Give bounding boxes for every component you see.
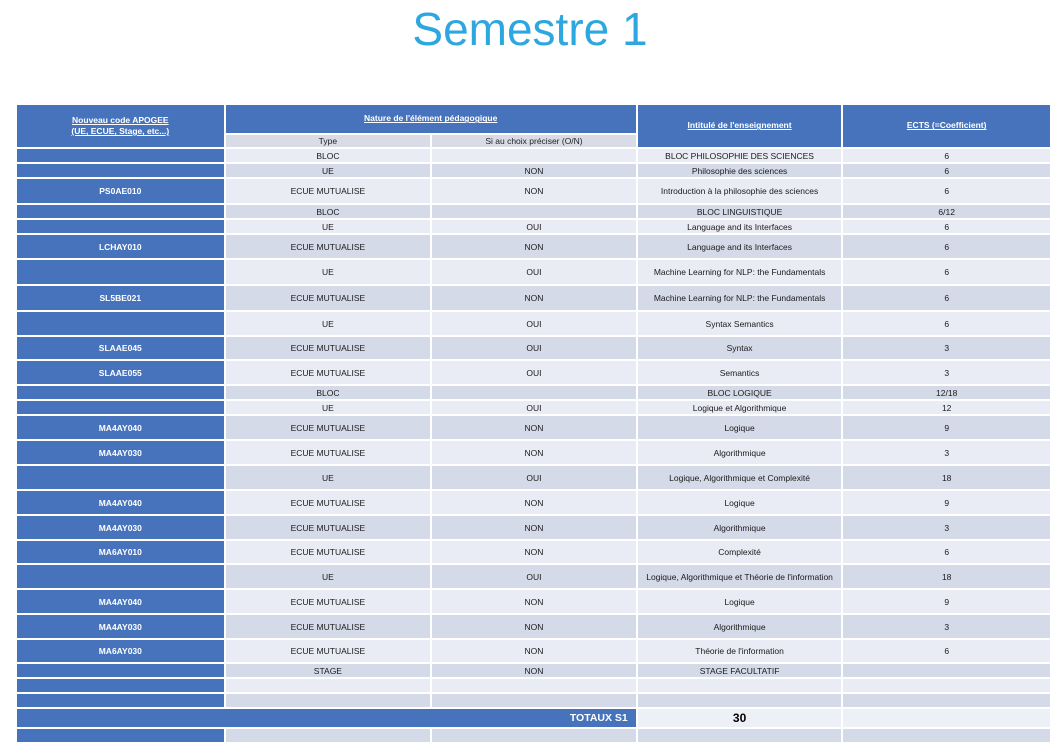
cell-ects <box>843 729 1050 742</box>
table-row <box>17 679 1050 692</box>
cell-ects: 3 <box>843 337 1050 359</box>
cell-intitule: Algorithmique <box>638 441 842 464</box>
cell-choix: NON <box>432 541 636 563</box>
cell-code <box>17 386 224 399</box>
cell-ects: 3 <box>843 361 1050 384</box>
header-row <box>17 105 1050 133</box>
table-row <box>17 164 1050 177</box>
cell-intitule: Algorithmique <box>638 615 842 638</box>
cell-ects: 6 <box>843 235 1050 258</box>
cell-code <box>17 565 224 588</box>
cell-intitule: Philosophie des sciences <box>638 164 842 177</box>
cell-code <box>17 401 224 414</box>
col-header-nature: Nature de l'élément pédagogique <box>226 105 636 133</box>
cell-type: UE <box>226 401 431 414</box>
cell-type <box>226 694 431 707</box>
cell-intitule: Introduction à la philosophie des sciences <box>638 179 842 203</box>
cell-ects: 6 <box>843 312 1050 335</box>
cell-code: MA4AY040 <box>17 590 224 613</box>
cell-intitule: Complexité <box>638 541 842 563</box>
semester-table <box>15 103 1052 744</box>
cell-code: SL5BE021 <box>17 286 224 310</box>
cell-choix: NON <box>432 286 636 310</box>
cell-type: ECUE MUTUALISE <box>226 361 431 384</box>
cell-intitule: Machine Learning for NLP: the Fundamentals <box>638 260 842 284</box>
cell-ects: 9 <box>843 590 1050 613</box>
cell-code: MA4AY040 <box>17 416 224 439</box>
col-header-code <box>17 105 224 147</box>
table-row <box>17 516 1050 539</box>
cell-code <box>17 694 224 707</box>
cell-code: MA6AY010 <box>17 541 224 563</box>
cell-intitule: Logique <box>638 416 842 439</box>
cell-ects: 6 <box>843 260 1050 284</box>
table-row <box>17 260 1050 284</box>
col-header-intitule: Intitulé de l'enseignement <box>638 105 842 147</box>
cell-ects <box>843 694 1050 707</box>
cell-ects: 6 <box>843 149 1050 162</box>
cell-choix: NON <box>432 590 636 613</box>
table-row <box>17 541 1050 563</box>
table-row <box>17 235 1050 258</box>
cell-ects: 6 <box>843 220 1050 233</box>
table-row <box>17 466 1050 489</box>
cell-ects: 9 <box>843 416 1050 439</box>
cell-type: UE <box>226 312 431 335</box>
cell-choix: NON <box>432 615 636 638</box>
cell-code <box>17 260 224 284</box>
cell-code: LCHAY010 <box>17 235 224 258</box>
cell-type <box>226 679 431 692</box>
cell-choix: OUI <box>432 401 636 414</box>
cell-ects: 6 <box>843 286 1050 310</box>
table-row <box>17 729 1050 742</box>
cell-type: UE <box>226 164 431 177</box>
cell-type: BLOC <box>226 205 431 218</box>
cell-type: ECUE MUTUALISE <box>226 640 431 662</box>
cell-code: SLAAE045 <box>17 337 224 359</box>
cell-ects: 6 <box>843 164 1050 177</box>
table-row <box>17 179 1050 203</box>
cell-type: UE <box>226 466 431 489</box>
table-row <box>17 640 1050 662</box>
cell-type: ECUE MUTUALISE <box>226 235 431 258</box>
cell-type: ECUE MUTUALISE <box>226 541 431 563</box>
cell-intitule: BLOC PHILOSOPHIE DES SCIENCES <box>638 149 842 162</box>
cell-code <box>17 664 224 677</box>
table-row <box>17 491 1050 514</box>
cell-choix: NON <box>432 640 636 662</box>
cell-code <box>17 149 224 162</box>
cell-ects <box>843 709 1050 727</box>
table-row <box>17 149 1050 162</box>
cell-type: ECUE MUTUALISE <box>226 337 431 359</box>
cell-intitule <box>638 729 842 742</box>
cell-choix: OUI <box>432 361 636 384</box>
cell-type: ECUE MUTUALISE <box>226 179 431 203</box>
cell-intitule: Logique <box>638 491 842 514</box>
table-row <box>17 565 1050 588</box>
table-row <box>17 664 1050 677</box>
cell-code: MA4AY030 <box>17 441 224 464</box>
cell-intitule: Syntax Semantics <box>638 312 842 335</box>
cell-type: ECUE MUTUALISE <box>226 286 431 310</box>
cell-code: MA4AY040 <box>17 491 224 514</box>
cell-choix <box>432 205 636 218</box>
cell-intitule: Logique et Algorithmique <box>638 401 842 414</box>
table-row <box>17 441 1050 464</box>
cell-type <box>226 729 431 742</box>
cell-type: BLOC <box>226 386 431 399</box>
cell-type: STAGE <box>226 664 431 677</box>
table-row <box>17 312 1050 335</box>
table-row <box>17 615 1050 638</box>
cell-intitule: Algorithmique <box>638 516 842 539</box>
cell-choix <box>432 729 636 742</box>
cell-choix <box>432 679 636 692</box>
cell-choix <box>432 386 636 399</box>
cell-intitule: STAGE FACULTATIF <box>638 664 842 677</box>
cell-code <box>17 164 224 177</box>
cell-type: UE <box>226 260 431 284</box>
cell-type: UE <box>226 220 431 233</box>
table-row <box>17 590 1050 613</box>
cell-code: MA6AY030 <box>17 640 224 662</box>
cell-choix: OUI <box>432 466 636 489</box>
table-row <box>17 416 1050 439</box>
cell-code: MA4AY030 <box>17 516 224 539</box>
cell-intitule: Logique, Algorithmique et Théorie de l'information <box>638 565 842 588</box>
cell-type: BLOC <box>226 149 431 162</box>
cell-choix: NON <box>432 441 636 464</box>
cell-choix <box>432 149 636 162</box>
cell-code <box>17 679 224 692</box>
cell-choix: OUI <box>432 312 636 335</box>
cell-ects: 3 <box>843 516 1050 539</box>
cell-choix: OUI <box>432 337 636 359</box>
cell-intitule <box>638 694 842 707</box>
table-row <box>17 401 1050 414</box>
cell-choix: OUI <box>432 565 636 588</box>
cell-code <box>17 205 224 218</box>
cell-intitule: BLOC LOGIQUE <box>638 386 842 399</box>
totaux-value: 30 <box>638 709 842 727</box>
cell-ects: 3 <box>843 615 1050 638</box>
cell-ects: 12/18 <box>843 386 1050 399</box>
cell-intitule <box>638 679 842 692</box>
cell-type: ECUE MUTUALISE <box>226 441 431 464</box>
cell-ects: 18 <box>843 565 1050 588</box>
col-header-code-line2: (UE, ECUE, Stage, etc...) <box>71 126 170 136</box>
cell-type: ECUE MUTUALISE <box>226 491 431 514</box>
cell-type: ECUE MUTUALISE <box>226 516 431 539</box>
cell-choix: OUI <box>432 260 636 284</box>
table-row <box>17 205 1050 218</box>
cell-choix: NON <box>432 179 636 203</box>
cell-code: MA4AY030 <box>17 615 224 638</box>
totaux-label: TOTAUX S1 <box>17 709 636 727</box>
table-row <box>17 694 1050 707</box>
cell-choix: NON <box>432 664 636 677</box>
cell-intitule: Semantics <box>638 361 842 384</box>
cell-code <box>17 312 224 335</box>
cell-intitule: Language and its Interfaces <box>638 220 842 233</box>
col-subheader-type: Type <box>226 135 431 147</box>
table-row <box>17 337 1050 359</box>
page-title: Semestre 1 <box>412 3 648 55</box>
cell-ects <box>843 679 1050 692</box>
cell-choix: NON <box>432 491 636 514</box>
cell-intitule: Language and its Interfaces <box>638 235 842 258</box>
table-row <box>17 286 1050 310</box>
cell-type: ECUE MUTUALISE <box>226 590 431 613</box>
cell-choix: NON <box>432 164 636 177</box>
cell-ects: 6 <box>843 179 1050 203</box>
cell-intitule: Logique, Algorithmique et Complexité <box>638 466 842 489</box>
col-subheader-choix: Si au choix préciser (O/N) <box>432 135 636 147</box>
cell-choix: NON <box>432 416 636 439</box>
cell-choix <box>432 694 636 707</box>
cell-choix: OUI <box>432 220 636 233</box>
cell-ects: 6/12 <box>843 205 1050 218</box>
table-row <box>17 386 1050 399</box>
cell-ects: 6 <box>843 541 1050 563</box>
cell-code: SLAAE055 <box>17 361 224 384</box>
cell-code <box>17 729 224 742</box>
cell-type: ECUE MUTUALISE <box>226 615 431 638</box>
table-row <box>17 220 1050 233</box>
cell-ects <box>843 664 1050 677</box>
cell-intitule: Machine Learning for NLP: the Fundamentals <box>638 286 842 310</box>
cell-intitule: Théorie de l'information <box>638 640 842 662</box>
cell-choix: NON <box>432 516 636 539</box>
cell-ects: 12 <box>843 401 1050 414</box>
cell-code: PS0AE010 <box>17 179 224 203</box>
cell-choix: NON <box>432 235 636 258</box>
cell-ects: 9 <box>843 491 1050 514</box>
totaux-row <box>17 709 1050 727</box>
cell-intitule: BLOC LINGUISTIQUE <box>638 205 842 218</box>
cell-intitule: Syntax <box>638 337 842 359</box>
col-header-ects: ECTS (=Coefficient) <box>843 105 1050 147</box>
col-header-code-line1: Nouveau code APOGEE <box>72 114 169 125</box>
cell-type: ECUE MUTUALISE <box>226 416 431 439</box>
cell-ects: 18 <box>843 466 1050 489</box>
table-row <box>17 361 1050 384</box>
cell-intitule: Logique <box>638 590 842 613</box>
cell-type: UE <box>226 565 431 588</box>
cell-code <box>17 220 224 233</box>
table-body <box>17 149 1050 742</box>
cell-ects: 6 <box>843 640 1050 662</box>
cell-ects: 3 <box>843 441 1050 464</box>
cell-code <box>17 466 224 489</box>
